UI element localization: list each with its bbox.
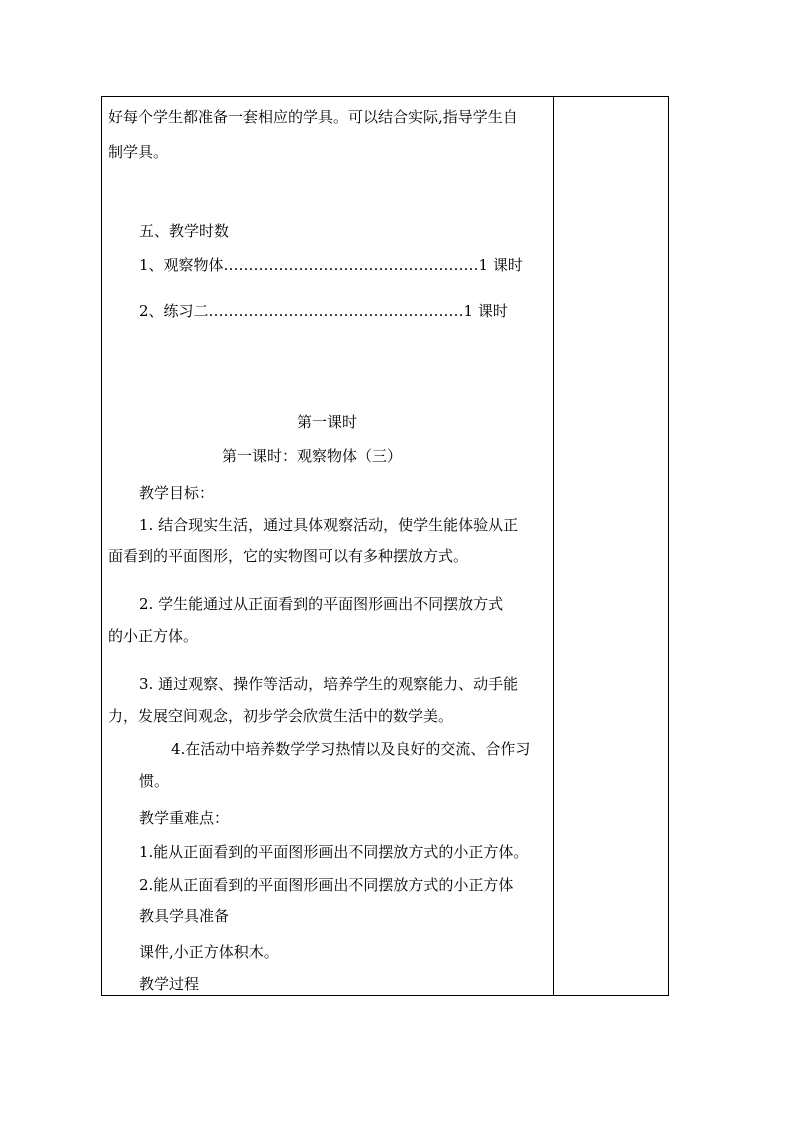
- content-cell: [101, 96, 553, 996]
- objective-1-line-2: 面看到的平面图形，它的实物图可以有多种摆放方式。: [108, 547, 469, 565]
- objective-4-line-2: 惯。: [139, 772, 170, 790]
- intro-line-2: 制学具。: [108, 143, 169, 161]
- section-heading: 五、教学时数: [139, 222, 230, 240]
- key-point-2: 2.能从正面看到的平面图形画出不同摆放方式的小正方体: [139, 876, 514, 894]
- key-points-heading: 教学重难点：: [139, 809, 230, 827]
- materials-heading: 教具学具准备: [139, 907, 230, 925]
- materials-text: 课件,小正方体积木。: [139, 943, 279, 961]
- intro-line-1: 好每个学生都准备一套相应的学具。可以结合实际,指导学生自: [108, 108, 518, 126]
- schedule-item: 1、观察物体……………………………………………1 课时: [139, 256, 523, 274]
- key-point-1: 1.能从正面看到的平面图形画出不同摆放方式的小正方体。: [139, 843, 529, 861]
- objective-3-line-2: 力，发展空间观念，初步学会欣赏生活中的数学美。: [108, 707, 454, 725]
- lesson-title: 第一课时: [296, 413, 357, 431]
- objectives-heading: 教学目标：: [139, 484, 215, 502]
- process-heading: 教学过程: [139, 975, 200, 993]
- lesson-subtitle: 第一课时：观察物体（三）: [221, 447, 402, 465]
- objective-4-line-1: 4.在活动中培养数学学习热情以及良好的交流、合作习: [171, 740, 531, 758]
- notes-cell: [554, 96, 669, 996]
- objective-2-line-2: 的小正方体。: [108, 627, 199, 645]
- objective-2-line-1: 2. 学生能通过从正面看到的平面图形画出不同摆放方式: [139, 595, 504, 613]
- objective-1-line-1: 1. 结合现实生活，通过具体观察活动，使学生能体验从正: [139, 516, 519, 534]
- schedule-item: 2、练习二……………………………………………1 课时: [139, 302, 508, 320]
- objective-3-line-1: 3. 通过观察、操作等活动，培养学生的观察能力、动手能: [139, 675, 519, 693]
